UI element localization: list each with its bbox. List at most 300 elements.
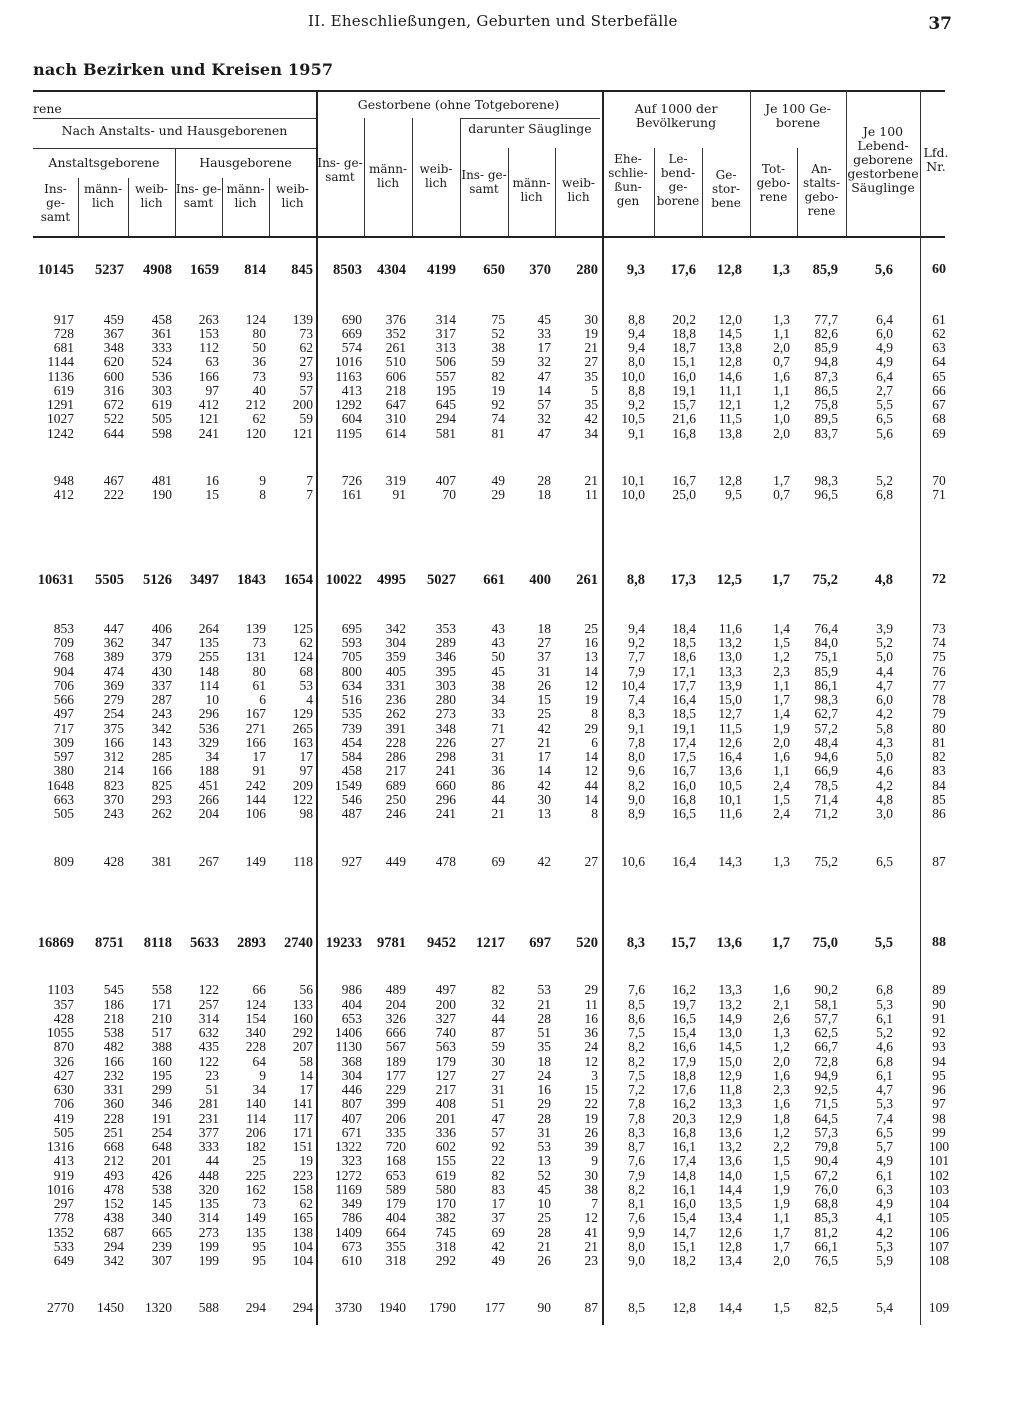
table-cell: 70: [442, 487, 456, 502]
table-cell: 69: [491, 1225, 505, 1240]
table-cell: 404: [341, 997, 362, 1012]
table-cell: 36: [491, 763, 505, 778]
table-cell: 201: [151, 1153, 172, 1168]
table-cell: 1272: [335, 1168, 362, 1183]
table-cell: 337: [151, 678, 172, 693]
table-cell: 904: [53, 664, 74, 679]
table-cell: 726: [341, 473, 362, 488]
table-cell: 18,7: [672, 340, 696, 355]
table-cell: 919: [53, 1168, 74, 1183]
table-cell: 1320: [145, 1300, 172, 1315]
table-cell: 458: [341, 763, 362, 778]
table-cell: 1,3: [771, 262, 790, 278]
table-cell: 517: [151, 1025, 172, 1040]
table-cell: 75,2: [814, 854, 838, 869]
table-cell: 381: [151, 854, 172, 869]
table-cell: 333: [151, 340, 172, 355]
table-cell: 8,5: [628, 1300, 645, 1315]
table-cell: 312: [103, 749, 124, 764]
table-cell: 92: [491, 397, 505, 412]
table-cell: 218: [103, 1011, 124, 1026]
table-cell: 122: [198, 1054, 219, 1069]
row-number: 92: [932, 1025, 946, 1040]
table-cell: 663: [53, 792, 74, 807]
table-cell: 47: [537, 369, 551, 384]
table-cell: 27: [299, 354, 313, 369]
table-cell: 51: [537, 1025, 551, 1040]
table-cell: 279: [103, 692, 124, 707]
table-cell: 28: [537, 1111, 551, 1126]
table-cell: 5,2: [876, 473, 893, 488]
table-cell: 588: [198, 1300, 219, 1315]
table-cell: 5,5: [876, 397, 893, 412]
table-cell: 705: [341, 649, 362, 664]
table-cell: 57,7: [814, 1011, 838, 1026]
table-cell: 353: [435, 621, 456, 636]
header-nach-anstalts: Nach Anstalts- und Hausgeborenen: [61, 123, 288, 138]
table-cell: 4,7: [876, 1082, 893, 1097]
table-cell: 148: [198, 664, 219, 679]
table-cell: 140: [245, 1096, 266, 1111]
table-cell: 86,5: [814, 383, 838, 398]
table-cell: 7,8: [628, 735, 645, 750]
header-hausgeborene: Hausgeborene: [199, 155, 292, 170]
column-rule: [412, 118, 413, 236]
table-cell: 92,5: [814, 1082, 838, 1097]
table-cell: 497: [435, 982, 456, 997]
table-cell: 58,1: [814, 997, 838, 1012]
table-cell: 239: [151, 1239, 172, 1254]
table-cell: 9,1: [628, 426, 645, 441]
table-cell: 6,4: [876, 369, 893, 384]
table-cell: 114: [199, 678, 219, 693]
table-cell: 27: [491, 1068, 505, 1083]
table-cell: 697: [529, 935, 551, 951]
table-cell: 11,6: [718, 621, 742, 636]
table-cell: 1,5: [773, 1300, 790, 1315]
table-cell: 4199: [427, 262, 456, 278]
column-rule: [508, 148, 509, 236]
table-cell: 16,1: [672, 1182, 696, 1197]
table-cell: 1843: [237, 572, 266, 588]
table-cell: 16,4: [672, 854, 696, 869]
table-cell: 1,6: [773, 1068, 790, 1083]
row-number: 60: [932, 262, 946, 277]
table-cell: 30: [584, 1168, 598, 1183]
table-cell: 7: [306, 487, 313, 502]
table-cell: 2,0: [773, 340, 790, 355]
table-cell: 191: [151, 1111, 172, 1126]
table-cell: 986: [341, 982, 362, 997]
table-cell: 8,0: [628, 749, 645, 764]
table-cell: 845: [291, 262, 313, 278]
table-cell: 21: [537, 735, 551, 750]
table-cell: 506: [435, 354, 456, 369]
table-cell: 95: [252, 1253, 266, 1268]
table-cell: 5126: [143, 572, 172, 588]
table-cell: 42: [537, 778, 551, 793]
table-cell: 4,6: [876, 763, 893, 778]
table-cell: 42: [584, 411, 598, 426]
row-number: 104: [928, 1196, 950, 1211]
table-cell: 12,8: [718, 473, 742, 488]
table-cell: 8,2: [628, 778, 645, 793]
table-cell: 375: [103, 721, 124, 736]
table-cell: 195: [435, 383, 456, 398]
table-cell: 17: [299, 1082, 313, 1097]
table-cell: 3497: [190, 572, 219, 588]
table-cell: 4,9: [876, 340, 893, 355]
table-cell: 29: [491, 487, 505, 502]
table-cell: 80: [252, 326, 266, 341]
row-number: 75: [932, 649, 946, 664]
table-cell: 11: [585, 997, 598, 1012]
table-cell: 318: [385, 1253, 406, 1268]
table-cell: 352: [385, 326, 406, 341]
table-cell: 412: [198, 397, 219, 412]
table-cell: 430: [151, 664, 172, 679]
table-cell: 489: [385, 982, 406, 997]
table-cell: 8,3: [626, 935, 645, 951]
table-cell: 7,6: [628, 982, 645, 997]
table-cell: 538: [151, 1182, 172, 1197]
table-cell: 13,8: [718, 340, 742, 355]
table-cell: 6: [259, 692, 266, 707]
table-cell: 53: [537, 1139, 551, 1154]
row-number: 73: [932, 621, 946, 636]
table-cell: 768: [53, 649, 74, 664]
table-cell: 427: [53, 1068, 74, 1083]
table-cell: 853: [53, 621, 74, 636]
table-cell: 138: [292, 1225, 313, 1240]
table-cell: 6,0: [876, 692, 893, 707]
table-cell: 400: [529, 572, 551, 588]
table-cell: 262: [151, 806, 172, 821]
table-cell: 160: [292, 1011, 313, 1026]
header-auf-1000: Auf 1000 der Bevölkerung: [634, 101, 718, 130]
table-cell: 533: [53, 1239, 74, 1254]
table-cell: 5505: [95, 572, 124, 588]
table-cell: 538: [103, 1025, 124, 1040]
table-cell: 653: [341, 1011, 362, 1026]
row-number: 76: [932, 664, 946, 679]
table-cell: 81,2: [814, 1225, 838, 1240]
table-cell: 717: [53, 721, 74, 736]
table-cell: 619: [53, 383, 74, 398]
table-cell: 5,6: [876, 426, 893, 441]
table-cell: 778: [53, 1210, 74, 1225]
table-cell: 15: [537, 692, 551, 707]
table-cell: 9,2: [628, 635, 645, 650]
table-cell: 26: [584, 1125, 598, 1140]
table-cell: 333: [198, 1139, 219, 1154]
table-cell: 47: [491, 1111, 505, 1126]
table-cell: 243: [151, 706, 172, 721]
table-cell: 17,9: [672, 1054, 696, 1069]
table-cell: 179: [385, 1196, 406, 1211]
table-cell: 92: [491, 1139, 505, 1154]
table-cell: 319: [385, 473, 406, 488]
header-bottom-rule: [33, 236, 945, 238]
table-cell: 10,6: [621, 854, 645, 869]
table-cell: 17: [491, 1196, 505, 1211]
table-cell: 42: [491, 1239, 505, 1254]
table-cell: 664: [385, 1225, 406, 1240]
table-cell: 162: [245, 1182, 266, 1197]
row-number: 71: [932, 487, 946, 502]
row-number: 103: [928, 1182, 950, 1197]
table-cell: 584: [341, 749, 362, 764]
table-cell: 20,3: [672, 1111, 696, 1126]
table-cell: 2893: [237, 935, 266, 951]
table-cell: 44: [205, 1153, 219, 1168]
table-cell: 665: [151, 1225, 172, 1240]
table-cell: 43: [491, 621, 505, 636]
table-cell: 1654: [284, 572, 313, 588]
table-cell: 209: [292, 778, 313, 793]
table-cell: 329: [198, 735, 219, 750]
table-cell: 0,7: [773, 487, 790, 502]
table-cell: 15,1: [672, 1239, 696, 1254]
table-cell: 18,8: [672, 1068, 696, 1083]
rule: [33, 118, 316, 119]
table-cell: 149: [245, 1210, 266, 1225]
table-cell: 13,3: [718, 982, 742, 997]
table-cell: 125: [292, 621, 313, 636]
table-cell: 45: [491, 664, 505, 679]
table-cell: 18,8: [672, 326, 696, 341]
table-cell: 5,0: [876, 749, 893, 764]
table-cell: 497: [53, 706, 74, 721]
table-cell: 567: [385, 1039, 406, 1054]
row-number: 82: [932, 749, 946, 764]
table-cell: 1292: [335, 397, 362, 412]
table-cell: 3730: [335, 1300, 362, 1315]
row-number: 107: [928, 1239, 950, 1254]
table-cell: 4,2: [876, 1225, 893, 1240]
table-cell: 2,4: [773, 806, 790, 821]
table-cell: 200: [435, 997, 456, 1012]
table-cell: 73: [252, 369, 266, 384]
table-cell: 71,2: [814, 806, 838, 821]
table-cell: 30: [537, 792, 551, 807]
table-cell: 13,9: [718, 678, 742, 693]
table-cell: 45: [537, 312, 551, 327]
table-cell: 474: [103, 664, 124, 679]
row-number: 74: [932, 635, 946, 650]
table-cell: 4995: [377, 572, 406, 588]
table-cell: 66,7: [814, 1039, 838, 1054]
table-cell: 62: [299, 340, 313, 355]
table-cell: 89,5: [814, 411, 838, 426]
table-cell: 4,4: [876, 664, 893, 679]
row-number: 106: [928, 1225, 950, 1240]
table-cell: 133: [292, 997, 313, 1012]
table-cell: 2,2: [773, 1139, 790, 1154]
table-cell: 8,9: [628, 806, 645, 821]
table-cell: 574: [341, 340, 362, 355]
column-header: weib- lich: [419, 162, 453, 190]
table-cell: 7,7: [628, 649, 645, 664]
table-cell: 1,0: [773, 411, 790, 426]
table-cell: 478: [435, 854, 456, 869]
table-cell: 6,1: [876, 1068, 893, 1083]
table-cell: 1322: [335, 1139, 362, 1154]
table-cell: 62,5: [814, 1025, 838, 1040]
table-cell: 405: [385, 664, 406, 679]
table-cell: 493: [103, 1168, 124, 1183]
table-cell: 661: [483, 572, 505, 588]
table-cell: 16869: [37, 935, 74, 951]
table-cell: 49: [491, 473, 505, 488]
table-cell: 59: [299, 411, 313, 426]
table-cell: 155: [435, 1153, 456, 1168]
table-cell: 516: [341, 692, 362, 707]
table-cell: 327: [435, 1011, 456, 1026]
column-header: männ- lich: [83, 182, 123, 210]
table-cell: 57,2: [814, 721, 838, 736]
table-cell: 520: [576, 935, 598, 951]
table-cell: 32: [491, 997, 505, 1012]
table-cell: 44: [491, 1011, 505, 1026]
table-cell: 17,6: [670, 262, 696, 278]
table-cell: 4,9: [876, 1153, 893, 1168]
table-cell: 14,3: [718, 854, 742, 869]
table-cell: 36: [584, 1025, 598, 1040]
table-cell: 10,4: [621, 678, 645, 693]
table-cell: 14: [537, 383, 551, 398]
table-cell: 188: [198, 763, 219, 778]
table-cell: 10: [537, 1196, 551, 1211]
table-cell: 124: [245, 997, 266, 1012]
table-cell: 14: [584, 664, 598, 679]
table-cell: 309: [53, 735, 74, 750]
table-cell: 75,8: [814, 397, 838, 412]
table-cell: 720: [385, 1139, 406, 1154]
table-cell: 619: [151, 397, 172, 412]
column-rule: [222, 178, 223, 236]
table-cell: 189: [385, 1054, 406, 1069]
table-cell: 15: [205, 487, 219, 502]
table-cell: 190: [151, 487, 172, 502]
row-number: 78: [932, 692, 946, 707]
table-cell: 31: [537, 664, 551, 679]
table-cell: 85,9: [814, 664, 838, 679]
table-cell: 9,0: [628, 1253, 645, 1268]
table-cell: 12: [584, 763, 598, 778]
table-cell: 66,1: [814, 1239, 838, 1254]
table-cell: 413: [341, 383, 362, 398]
table-cell: 19: [584, 1111, 598, 1126]
table-cell: 13,2: [718, 997, 742, 1012]
table-cell: 16,0: [672, 1196, 696, 1211]
table-cell: 5,2: [876, 635, 893, 650]
table-cell: 4,2: [876, 778, 893, 793]
table-cell: 91: [252, 763, 266, 778]
table-cell: 57,3: [814, 1125, 838, 1140]
table-cell: 85,9: [812, 262, 838, 278]
table-cell: 23: [205, 1068, 219, 1083]
table-cell: 1,7: [771, 935, 790, 951]
table-cell: 648: [151, 1139, 172, 1154]
table-cell: 25: [584, 621, 598, 636]
table-cell: 1136: [47, 369, 74, 384]
table-cell: 377: [198, 1125, 219, 1140]
table-cell: 10145: [37, 262, 74, 278]
table-cell: 368: [341, 1054, 362, 1069]
table-cell: 31: [491, 749, 505, 764]
table-cell: 382: [435, 1210, 456, 1225]
table-cell: 8751: [95, 935, 124, 951]
table-cell: 66,9: [814, 763, 838, 778]
column-rule: [702, 148, 703, 236]
table-cell: 17,4: [672, 1153, 696, 1168]
row-number: 91: [932, 1011, 946, 1026]
table-cell: 37: [537, 649, 551, 664]
table-cell: 21: [537, 1239, 551, 1254]
table-cell: 597: [53, 749, 74, 764]
table-cell: 182: [245, 1139, 266, 1154]
table-cell: 289: [435, 635, 456, 650]
table-cell: 14,0: [718, 1168, 742, 1183]
column-header: männ- lich: [226, 182, 265, 210]
table-cell: 814: [244, 262, 266, 278]
table-cell: 27: [584, 354, 598, 369]
column-rule: [364, 118, 365, 236]
column-header: männ- lich: [368, 162, 408, 190]
table-cell: 19,1: [672, 383, 696, 398]
table-cell: 1,9: [773, 1196, 790, 1211]
table-cell: 141: [292, 1096, 313, 1111]
table-cell: 51: [491, 1096, 505, 1111]
table-cell: 63: [205, 354, 219, 369]
row-number: 63: [932, 340, 946, 355]
table-cell: 706: [53, 678, 74, 693]
table-cell: 413: [53, 1153, 74, 1168]
table-cell: 94,8: [814, 354, 838, 369]
table-cell: 602: [435, 1139, 456, 1154]
table-cell: 25: [252, 1153, 266, 1168]
table-cell: 263: [198, 312, 219, 327]
table-cell: 2,0: [773, 426, 790, 441]
table-cell: 689: [385, 778, 406, 793]
table-cell: 13,4: [718, 1253, 742, 1268]
table-cell: 5,4: [876, 1300, 893, 1315]
table-cell: 1103: [47, 982, 74, 997]
table-cell: 48,4: [814, 735, 838, 750]
table-cell: 81: [491, 426, 505, 441]
table-cell: 11: [585, 487, 598, 502]
table-cell: 1016: [335, 354, 362, 369]
table-cell: 18: [537, 621, 551, 636]
table-cell: 139: [245, 621, 266, 636]
header-gestorbene: Gestorbene (ohne Totgeborene): [357, 97, 560, 112]
column-rule: [846, 90, 847, 236]
column-header: weib- lich: [276, 182, 309, 210]
table-cell: 6,1: [876, 1011, 893, 1026]
table-cell: 598: [151, 426, 172, 441]
row-number: 70: [932, 473, 946, 488]
table-cell: 1,3: [773, 854, 790, 869]
table-cell: 438: [103, 1210, 124, 1225]
row-number: 64: [932, 354, 946, 369]
table-cell: 7,6: [628, 1210, 645, 1225]
table-cell: 104: [292, 1239, 313, 1254]
row-number: 109: [928, 1300, 950, 1315]
table-cell: 139: [292, 312, 313, 327]
table-cell: 8,5: [628, 997, 645, 1012]
table-cell: 171: [151, 997, 172, 1012]
